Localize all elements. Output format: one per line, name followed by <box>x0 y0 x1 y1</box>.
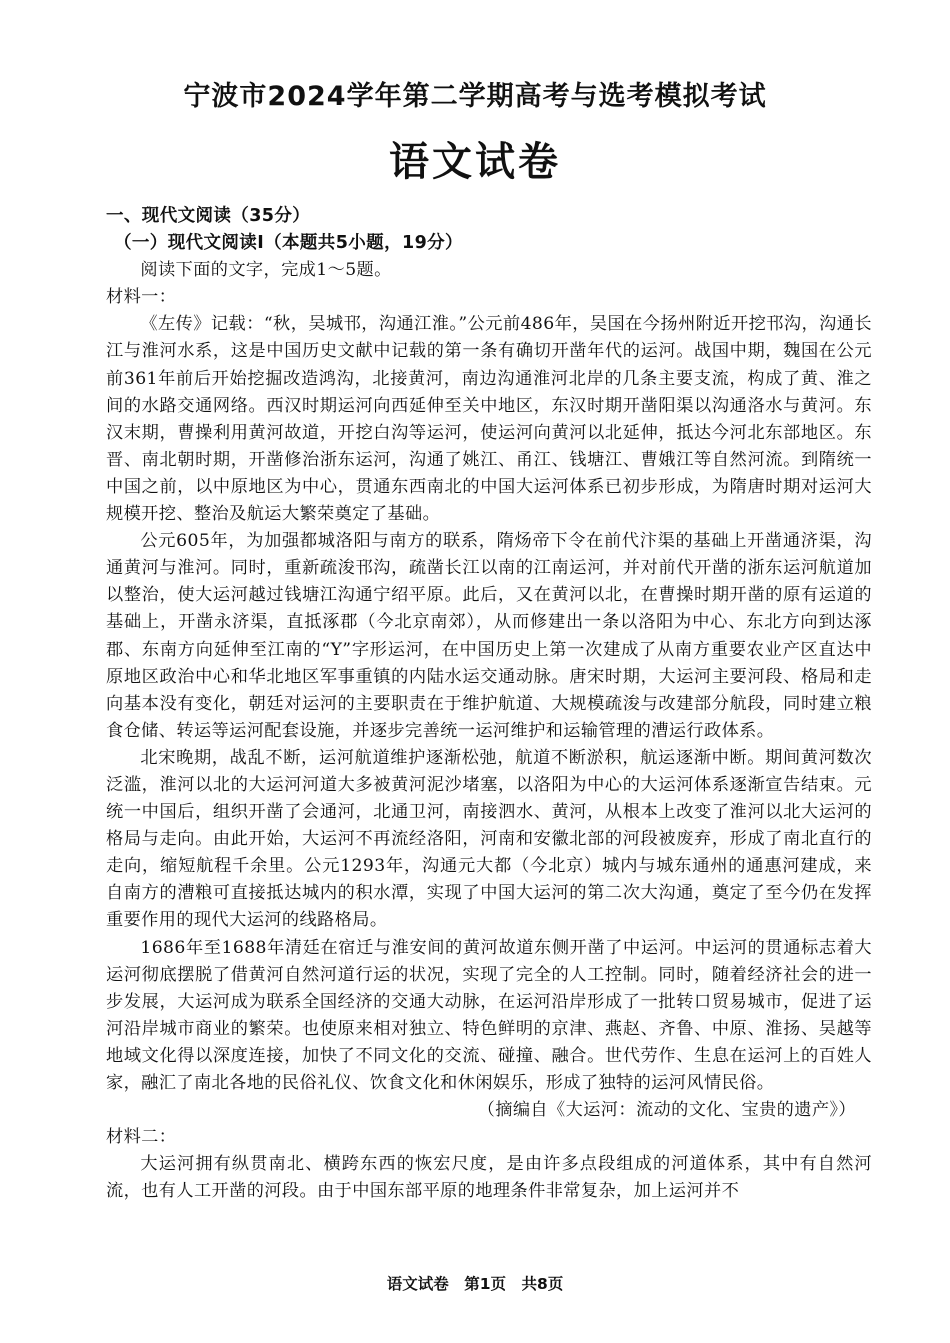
page-footer: 语文试卷 第1页 共8页 <box>386 1275 564 1293</box>
subsection-heading: （一）现代文阅读Ⅰ（本题共5小题，19分） <box>114 233 463 254</box>
exam-content <box>106 203 872 1205</box>
material-one-paragraph: 北宋晚期，战乱不断，运河航道维护逐渐松弛，航道不断淤积，航运逐渐中断。期间黄河数次泛滥，淮河以北的大运河河道大多被黄河泥沙堵塞，以洛阳为中心的大运河体系逐渐宣告结束。元统一中国后，组织开凿了会通河，北通卫河，南接泗水、黄河，从根本上改变了淮河以北大运河的格局与走向。由此开始，大运河不再流经洛阳，河南和安徽北部的河段被废弃，形成了南北直行的走向，缩短航程千余里。公元1293年，沟通元大都（今北京）城内与城东通州的通惠河建成，来自南方的漕粮可直接抵达城内的积水潭，实现了中国大运河的第二次大沟通，奠定了至今仍在发挥重要作用的现代大运河的线路格局。 <box>106 747 872 931</box>
material-two-paragraph: 大运河拥有纵贯南北、横跨东西的恢宏尺度，是由许多点段组成的河道体系，其中有自然河流，也有人工开凿的河段。由于中国东部平原的地理条件非常复杂，加上运河并不 <box>106 1154 872 1202</box>
material-one-paragraph: 1686年至1688年清廷在宿迁与淮安间的黄河故道东侧开凿了中运河。中运河的贯通标志着大运河彻底摆脱了借黄河自然河道行运的状况，实现了完全的人工控制。同时，随着经济社会的进一步发展，大运河成为联系全国经济的交通大动脉，在运河沿岸形成了一批转口贸易城市，促进了运河沿岸城市商业的繁荣。也使原来相对独立、特色鲜明的京津、燕赵、齐鲁、中原、淮扬、吴越等地域文化得以深度连接，加快了不同文化的交流、碰撞、融合。世代劳作、生息在运河上的百姓人家，融汇了南北各地的民俗礼仪、饮食文化和休闲娱乐，形成了独特的运河风情民俗。 <box>106 937 872 1093</box>
material-one-source: （摘编自《大运河：流动的文化、宝贵的遗产》） <box>477 1100 856 1121</box>
material-one-paragraph: 公元605年，为加强都城洛阳与南方的联系，隋炀帝下令在前代汴渠的基础上开凿通济渠，沟通黄河与淮河。同时，重新疏浚邗沟，疏凿长江以南的江南运河，并对前代开凿的浙东运河航道加以整治，使大运河越过钱塘江沟通宁绍平原。此后，又在黄河以北，在曹操时期开凿的原有运道的基础上，开凿永济渠，直抵涿郡（今北京南郊），从而修建出一条以洛阳为中心、东北方向到达涿郡、东南方向延伸至江南的“Y”字形运河，在中国历史上第一次建成了从南方重要农业产区直达中原地区政治中心和华北地区军事重镇的内陆水运交通动脉。唐宋时期，大运河主要河段、格局和走向基本没有变化，朝廷对运河的主要职责在于维护航道、大规模疏浚与改建部分航段，同时建立粮食仓储、转运等运河配套设施，并逐步完善统一运河维护和运输管理的漕运行政体系。 <box>106 531 872 741</box>
exam-subject-title: 语文试卷 <box>389 139 561 185</box>
exam-title: 宁波市2024学年第二学期高考与选考模拟考试 <box>183 81 767 112</box>
reading-instruction: 阅读下面的文字，完成1～5题。 <box>140 260 392 281</box>
material-two-label: 材料二： <box>106 1127 177 1148</box>
section-heading: 一、现代文阅读（35分） <box>106 206 311 226</box>
material-one-paragraph: 《左传》记载：“秋，吴城邗，沟通江淮。”公元前486年，吴国在今扬州附近开挖邗沟，沟通长江与淮河水系，这是中国历史文献中记载的第一条有确切开凿年代的运河。战国中期，魏国在公元前361年前后开始挖掘改造鸿沟，北接黄河，南边沟通淮河北岸的几条主要支流，构成了黄、淮之间的水路交通网络。西汉时期运河向西延伸至关中地区，东汉时期开凿阳渠以沟通洛水与黄河。东汉末期，曹操利用黄河故道，开挖白沟等运河，使运河向黄河以北延伸，抵达今河北东部地区。东晋、南北朝时期，开凿修治浙东运河，沟通了姚江、甬江、钱塘江、曹娥江等自然河流。到隋统一中国之前，以中原地区为中心，贯通东西南北的中国大运河体系已初步形成，为隋唐时期对运河大规模开挖、整治及航运大繁荣奠定了基础。 <box>106 314 872 525</box>
material-one-label: 材料一： <box>106 287 177 308</box>
